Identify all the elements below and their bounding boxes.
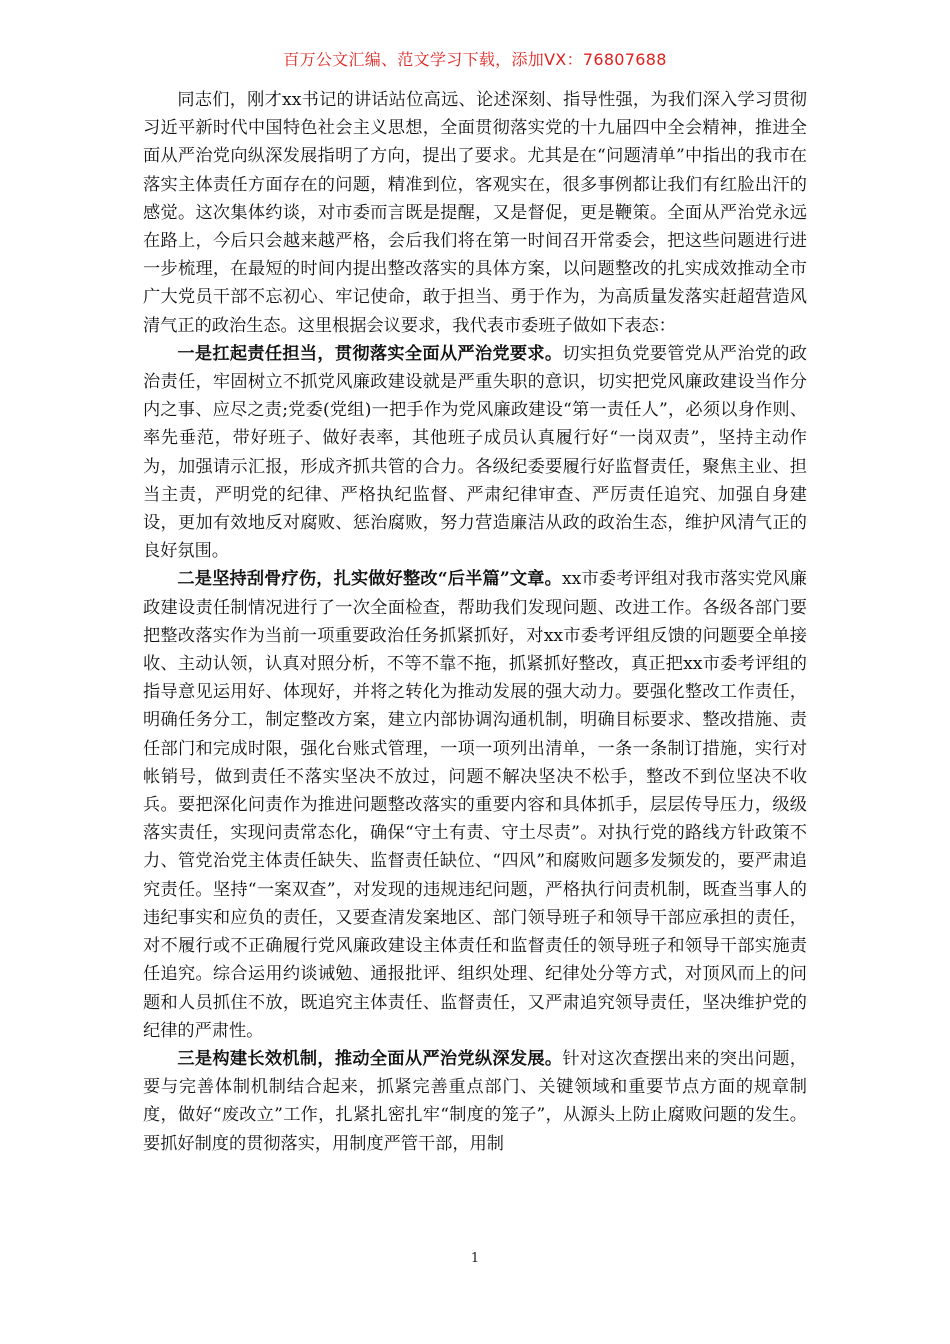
paragraph-text: xx市委考评组对我市落实党风廉政建设责任制情况进行了一次全面检查，帮助我们发现问题、改进工作。各级各部门要把整改落实作为当前一项重要政治任务抓紧抓好，对xx市委考评组反馈的问题要全单接收、主动认领，认真对照分析，不等不靠不拖，抓紧抓好整改，真正把xx市委考评组的指导意见运用好、体现好，并将之转化为推动发展的强大动力。要强化整改工作责任，明确任务分工，制定整改方案，建立内部协调沟通机制，明确目标要求、整改措施、责任部门和完成时限，强化台账式管理，一项一项列出清单，一条一条制订措施，实行对帐销号，做到责任不落实坚决不放过，问题不解决坚决不松手，整改不到位坚决不收兵。要把深化问责作为推进问题整改落实的重要内容和具体抓手，层层传导压力，级级落实责任，实现问责常态化，确保“守土有责、守土尽责”。对执行党的路线方针政策不力、管党治党主体责任缺失、监督责任缺位、“四风”和腐败问题多发频发的，要严肃追究责任。坚持“一案双查”，对发现的违规违纪问题，严格执行问责机制，既查当事人的违纪事实和应负的责任，又要查清发案地区、部门领导班子和领导干部应承担的责任，对不履行或不正确履行党风廉政建设主体责任和监督责任的领导班子和领导干部实施责任追究。综合运用约谈诫勉、通报批评、组织处理、纪律处分等方式，对顶风而上的问题和人员抓住不放，既追究主体责任、监督责任，又严肃追究领导责任，坚决维护党的纪律的严肃性。 xyxy=(143,569,807,1041)
paragraph-text: 针对这次查摆出来的突出问题，要与完善体制机制结合起来，抓紧完善重点部门、关键领域和重要节点方面的规章制度，做好“废改立”工作，扎紧扎密扎牢“制度的笼子”，从源头上防止腐败问题的发生。要抓好制度的贯彻落实，用制度严管干部，用制 xyxy=(143,1048,807,1154)
paragraph-intro xyxy=(143,86,807,340)
paragraph-lead: 一是扛起责任担当，贯彻落实全面从严治党要求。 xyxy=(177,343,563,364)
paragraph-point-1 xyxy=(143,340,807,566)
paragraph-lead: 二是坚持刮骨疗伤，扎实做好整改“后半篇”文章。 xyxy=(177,569,562,590)
paragraph-text: 同志们，刚才xx书记的讲话站位高远、论述深刻、指导性强，为我们深入学习贯彻习近平新时代中国特色社会主义思想，全面贯彻落实党的十九届四中全会精神，推进全面从严治党向纵深发展指明了方向，提出了要求。尤其是在“问题清单”中指出的我市在落实主体责任方面存在的问题，精准到位，客观实在，很多事例都让我们有红脸出汗的感觉。这次集体约谈，对市委而言既是提醒，又是督促，更是鞭策。全面从严治党永远在路上，今后只会越来越严格，会后我们将在第一时间召开常委会，把这些问题进行进一步梳理，在最短的时间内提出整改落实的具体方案，以问题整改的扎实成效推动全市广大党员干部不忘初心、牢记使命，敢于担当、勇于作为，为高质量发落实赶超营造风清气正的政治生态。这里根据会议要求，我代表市委班子做如下表态： xyxy=(143,90,807,336)
paragraph-point-3 xyxy=(143,1045,807,1158)
paragraph-point-2 xyxy=(143,565,807,1044)
paragraph-lead: 三是构建长效机制，推动全面从严治党纵深发展。 xyxy=(177,1048,563,1069)
document-body xyxy=(143,86,807,1158)
paragraph-text: 切实担负党要管党从严治党的政治责任，牢固树立不抓党风廉政建设就是严重失职的意识，切实把党风廉政建设当作分内之事、应尽之责;党委(党组)一把手作为党风廉政建设“第一责任人”，必须以身作则、率先垂范，带好班子、做好表率，其他班子成员认真履行好“一岗双责”，坚持主动作为，加强请示汇报，形成齐抓共管的合力。各级纪委要履行好监督责任，聚焦主业、担当主责，严明党的纪律、严格执纪监督、严肃纪律审查、严厉责任追究、加强自身建设，更加有效地反对腐败、惩治腐败，努力营造廉洁从政的政治生态，维护风清气正的良好氛围。 xyxy=(143,343,807,562)
header-banner: 百万公文汇编、范文学习下载，添加VX：76807688 xyxy=(283,50,667,69)
page-number: 1 xyxy=(470,1251,480,1266)
